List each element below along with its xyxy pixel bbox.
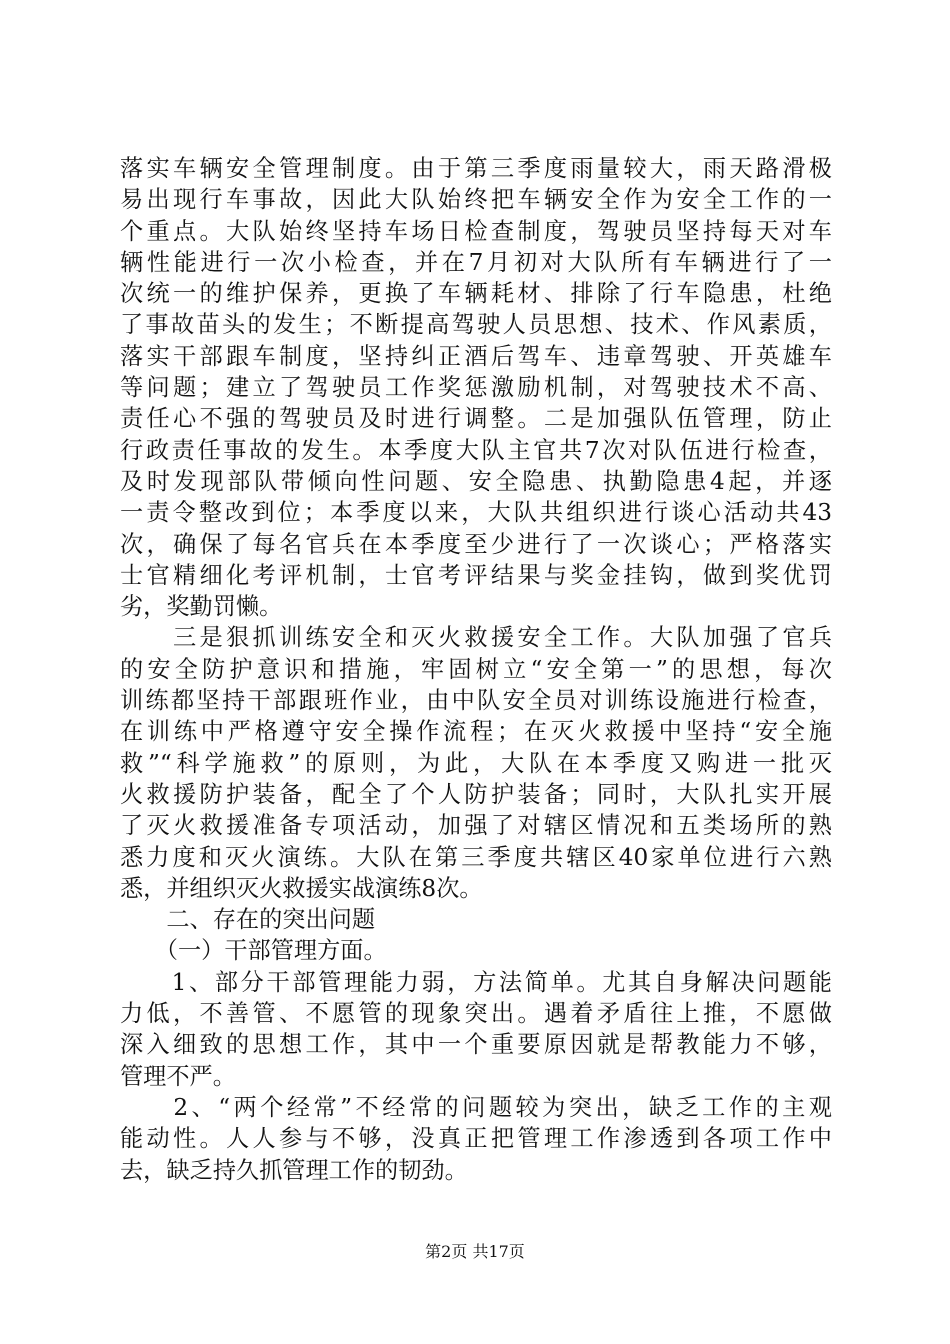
section-heading: 二、存在的突出问题 — [120, 906, 376, 934]
text-line: 深入细致的思想工作，其中一个重要原因就是帮教能力不够， — [120, 1031, 832, 1059]
text-line: 责任心不强的驾驶员及时进行调整。二是加强队伍管理，防止 — [120, 405, 832, 433]
text-line: 次统一的维护保养，更换了车辆耗材、排除了行车隐患，杜绝 — [120, 280, 832, 308]
document-body — [120, 153, 832, 1186]
text-line: 的安全防护意识和措施，牢固树立“安全第一”的思想，每次 — [120, 655, 832, 683]
text-line: 落实车辆安全管理制度。由于第三季度雨量较大，雨天路滑极 — [120, 155, 832, 182]
text-line: 士官精细化考评机制，士官考评结果与奖金挂钩，做到奖优罚 — [120, 561, 832, 589]
text-line: 等问题；建立了驾驶员工作奖惩激励机制，对驾驶技术不高、 — [120, 374, 832, 402]
text-line: 了事故苗头的发生；不断提高驾驶人员思想、技术、作风素质， — [120, 311, 832, 339]
text-line: 劣，奖勤罚懒。 — [120, 593, 283, 621]
text-line: 能动性。人人参与不够，没真正把管理工作渗透到各项工作中 — [120, 1125, 832, 1153]
text-line: 训练都坚持干部跟班作业，由中队安全员对训练设施进行检查， — [120, 687, 832, 715]
text-line: 三是狠抓训练安全和灭火救援安全工作。大队加强了官兵 — [120, 624, 832, 652]
text-line: 2、“两个经常”不经常的问题较为突出，缺乏工作的主观 — [120, 1093, 832, 1121]
text-line: 力低，不善管、不愿管的现象突出。遇着矛盾往上推，不愿做 — [120, 1000, 832, 1028]
text-line: 悉力度和灭火演练。大队在第三季度共辖区40家单位进行六熟 — [120, 843, 832, 871]
text-line: 易出现行车事故，因此大队始终把车辆安全作为安全工作的一 — [120, 186, 832, 214]
text-line: 救”“科学施救”的原则，为此，大队在本季度又购进一批灭 — [120, 749, 832, 777]
text-line: 行政责任事故的发生。本季度大队主官共7次对队伍进行检查， — [120, 436, 832, 464]
page-number-footer: 第2页 共17页 — [425, 1242, 525, 1261]
text-line: 悉，并组织灭火救援实战演练8次。 — [120, 874, 483, 902]
text-line: 一责令整改到位；本季度以来，大队共组织进行谈心活动共43 — [120, 499, 832, 527]
text-line: 次，确保了每名官兵在本季度至少进行了一次谈心；严格落实 — [120, 530, 832, 558]
text-line: 个重点。大队始终坚持车场日检查制度，驾驶员坚持每天对车 — [120, 217, 832, 245]
text-line: 及时发现部队带倾向性问题、安全隐患、执勤隐患4起，并逐 — [120, 467, 832, 495]
text-line: 1、部分干部管理能力弱，方法简单。尤其自身解决问题能 — [120, 968, 832, 996]
text-line: 辆性能进行一次小检查，并在7月初对大队所有车辆进行了一 — [120, 248, 832, 276]
subsection-heading: （一）干部管理方面。 — [120, 937, 387, 965]
text-line: 去，缺乏持久抓管理工作的韧劲。 — [120, 1156, 468, 1184]
text-line: 了灭火救援准备专项活动，加强了对辖区情况和五类场所的熟 — [120, 812, 832, 840]
text-line: 落实干部跟车制度，坚持纠正酒后驾车、违章驾驶、开英雄车 — [120, 342, 832, 370]
text-line: 在训练中严格遵守安全操作流程；在灭火救援中坚持“安全施 — [120, 718, 832, 746]
text-line: 火救援防护装备，配全了个人防护装备；同时，大队扎实开展 — [120, 780, 832, 808]
text-line: 管理不严。 — [120, 1062, 236, 1090]
